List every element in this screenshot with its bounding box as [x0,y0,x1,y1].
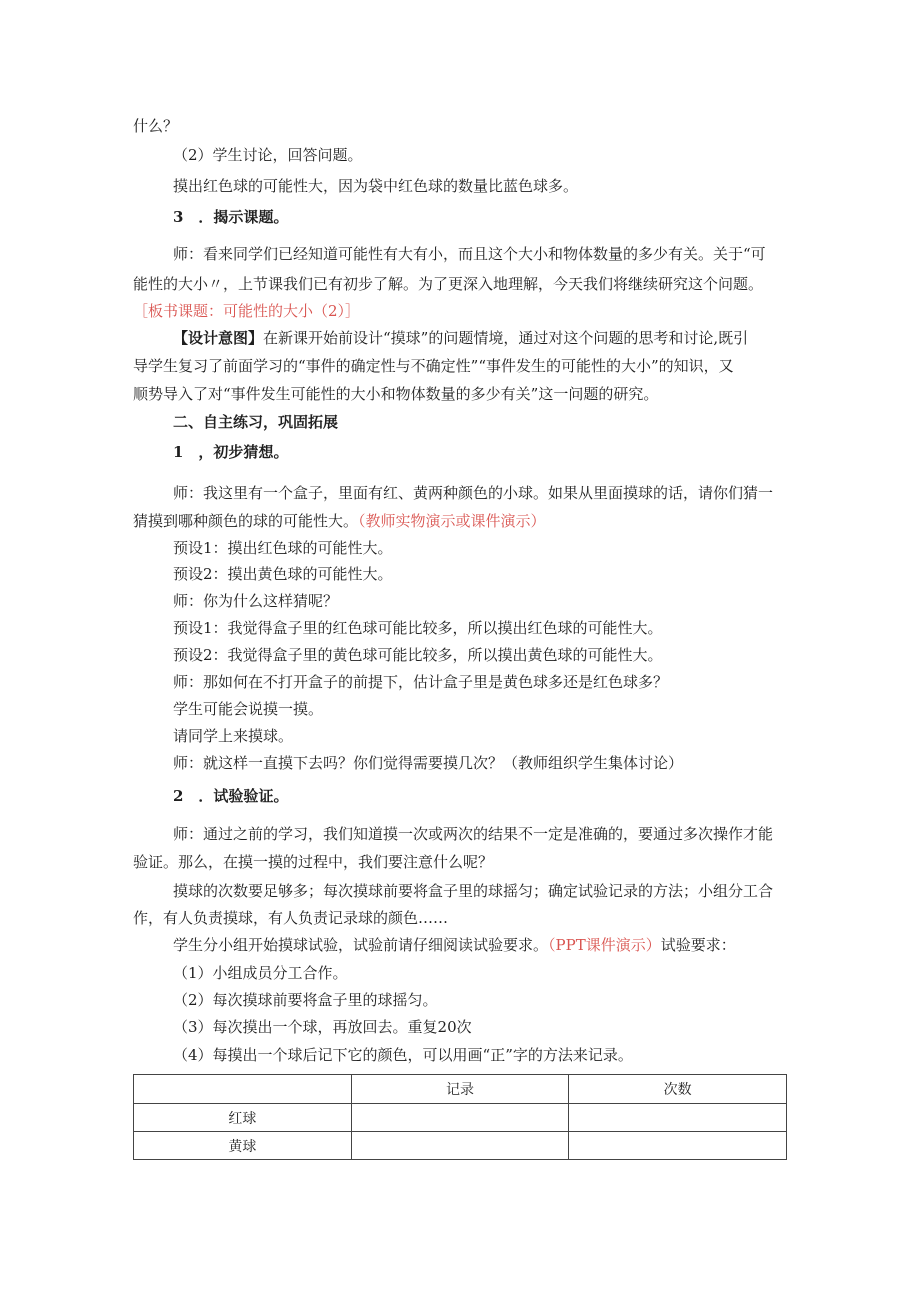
text-line: 师：看来同学们已经知道可能性有大有小，而且这个大小和物体数量的多少有关。关于“可 [173,245,766,263]
text-line: 预设1：摸出红色球的可能性大。 [173,539,393,557]
table-header-cell: 记录 [351,1075,569,1104]
text-line: 请同学上来摸球。 [173,727,294,745]
subsection-heading: 2 ．试验验证。 [173,787,289,805]
text-line: 师：那如何在不打开盒子的前提下，估计盒子里是黄色球多还是红色球多？ [173,673,669,691]
text-line: 预设2：我觉得盒子里的黄色球可能比较多，所以摸出黄色球的可能性大。 [173,646,663,664]
section-heading: 3 ．揭示课题。 [173,208,289,226]
teacher-demo-note: （教师实物演示或课件演示） [358,512,546,530]
row-label: 黄球 [134,1132,352,1160]
text-line: 验证。那么，在摸一摸的过程中，我们要注意什么呢？ [133,853,494,871]
section-heading: 二、自主练习，巩固拓展 [173,413,339,431]
text-line: 师：就这样一直摸下去吗？你们觉得需要摸几次？（教师组织学生集体讨论） [173,754,684,772]
text-line: 师：你为什么这样猜呢？ [173,592,339,610]
text-line: 什么？ [133,117,179,135]
text-line: 师：通过之前的学习，我们知道摸一次或两次的结果不一定是准确的，要通过多次操作才能 [173,825,774,843]
row-label: 红球 [134,1104,352,1132]
table-row [134,1104,787,1132]
text-line: 预设1：我觉得盒子里的红色球可能比较多，所以摸出红色球的可能性大。 [173,619,663,637]
text-line: 顺势导入了对“事件发生可能性的大小和物体数量的多少有关”这一问题的研究。 [133,385,659,403]
requirement-item: （3）每次摸出一个球，再放回去。重复20次 [173,1018,472,1036]
text-line-with-note [133,510,546,532]
record-cell [351,1104,569,1132]
count-cell [569,1132,787,1160]
text-segment: 试验要求： [660,936,736,954]
text-segment: 猜摸到哪种颜色的球的可能性大。 [133,512,359,530]
requirement-item: （2）每次摸球前要将盒子里的球摇匀。 [173,991,438,1009]
ppt-demo-note: （PPT课件演示） [548,936,661,954]
text-line-with-note [173,934,736,956]
table-header-cell: 次数 [569,1075,787,1104]
text-line: 作，有人负责摸球，有人负责记录球的颜色…… [133,909,449,927]
text-line: 师：我这里有一个盒子，里面有红、黄两种颜色的小球。如果从里面摸球的话，请你们猜一 [173,484,774,502]
design-intent-line [173,327,748,349]
design-intent-text: 在新课开始前设计“摸球”的问题情境，通过对这个问题的思考和讨论,既引 [263,329,749,347]
record-cell [351,1132,569,1160]
text-line: 能性的大小〃，上节课我们已有初步了解。为了更深入地理解，今天我们将继续研究这个问题。 [133,275,764,293]
text-line: 摸球的次数要足够多；每次摸球前要将盒子里的球摇匀；确定试验记录的方法；小组分工合 [173,882,774,900]
text-segment: 学生分小组开始摸球试验，试验前请仔细阅读试验要求。 [173,936,549,954]
text-line: 预设2：摸出黄色球的可能性大。 [173,565,393,583]
table-header-row [134,1075,787,1104]
record-table [133,1074,787,1160]
count-cell [569,1104,787,1132]
board-title-note: ［板书课题：可能性的大小（2）］ [133,302,361,320]
text-line: 学生可能会说摸一摸。 [173,700,324,718]
text-line: 摸出红色球的可能性大，因为袋中红色球的数量比蓝色球多。 [173,177,579,195]
text-line: （2）学生讨论，回答问题。 [173,146,363,164]
table-row [134,1132,787,1160]
subsection-heading: 1 ，初步猜想。 [173,443,289,461]
requirement-item: （1）小组成员分工合作。 [173,964,348,982]
requirement-item: （4）每摸出一个球后记下它的颜色，可以用画“正”字的方法来记录。 [173,1046,633,1064]
design-intent-label: 【设计意图】 [173,329,264,347]
table-header-cell [134,1075,352,1104]
text-line: 导学生复习了前面学习的“事件的确定性与不确定性”“事件发生的可能性的大小”的知识，又 [133,357,734,375]
